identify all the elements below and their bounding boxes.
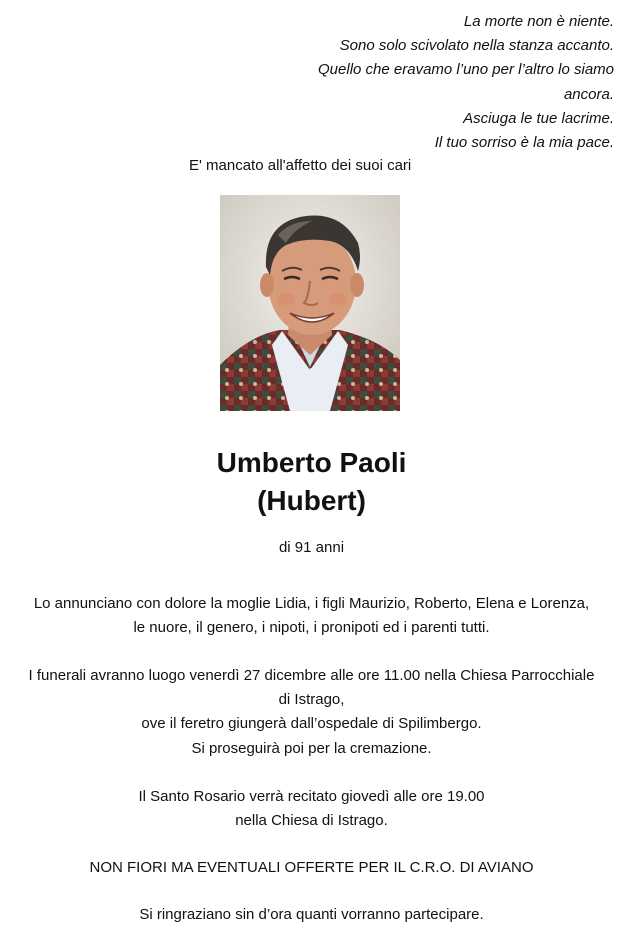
intro-text: E' mancato all'affetto dei suoi cari xyxy=(189,157,412,174)
flowers-notice-text: NON FIORI MA EVENTUALI OFFERTE PER IL C.R.O. DI AVIANO xyxy=(89,859,534,876)
thanks-text: Si ringraziano sin d’ora quanti vorranno partecipare. xyxy=(139,906,484,923)
thanks-paragraph xyxy=(0,903,623,927)
rosary-line: Il Santo Rosario verrà recitato giovedì alle ore 19.00 xyxy=(138,788,485,805)
poem-line: La morte non è niente. xyxy=(463,13,614,30)
funeral-line: I funerali avranno luogo venerdì 27 dicembre alle ore 11.00 nella Chiesa Parrocchiale xyxy=(28,667,595,684)
announcement-line: Lo annunciano con dolore la moglie Lidia, i figli Maurizio, Roberto, Elena e Lorenza, xyxy=(33,595,590,612)
announcement-line: le nuore, il genero, i nipoti, i pronipoti ed i parenti tutti. xyxy=(133,619,490,637)
rosary-paragraph xyxy=(0,785,623,833)
deceased-age: di 91 anni xyxy=(278,539,345,556)
poem-line: Sono solo scivolato nella stanza accanto. xyxy=(339,37,614,55)
flowers-notice xyxy=(0,856,623,880)
deceased-name: Umberto Paoli xyxy=(216,447,407,478)
poem-line: ancora. xyxy=(563,85,614,103)
funeral-line: ove il feretro giungerà dall’ospedale di Spilimbergo. xyxy=(141,715,482,733)
portrait-image xyxy=(220,195,400,411)
poem-line: Asciuga le tue lacrime. xyxy=(463,109,614,127)
funeral-line: Si proseguirà poi per la cremazione. xyxy=(191,739,432,757)
poem-line: Quello che eravamo l’uno per l’altro lo siamo xyxy=(318,61,614,79)
funeral-line: di Istrago, xyxy=(278,691,345,709)
deceased-nickname: (Hubert) xyxy=(257,485,366,516)
announcement-paragraph xyxy=(0,592,623,640)
portrait-photo xyxy=(220,195,400,411)
rosary-line: nella Chiesa di Istrago. xyxy=(235,812,388,830)
deceased-name-block xyxy=(0,444,623,520)
funeral-paragraph xyxy=(0,664,623,761)
poem-line: Il tuo sorriso è la mia pace. xyxy=(434,134,614,152)
epitaph-poem xyxy=(318,10,614,155)
